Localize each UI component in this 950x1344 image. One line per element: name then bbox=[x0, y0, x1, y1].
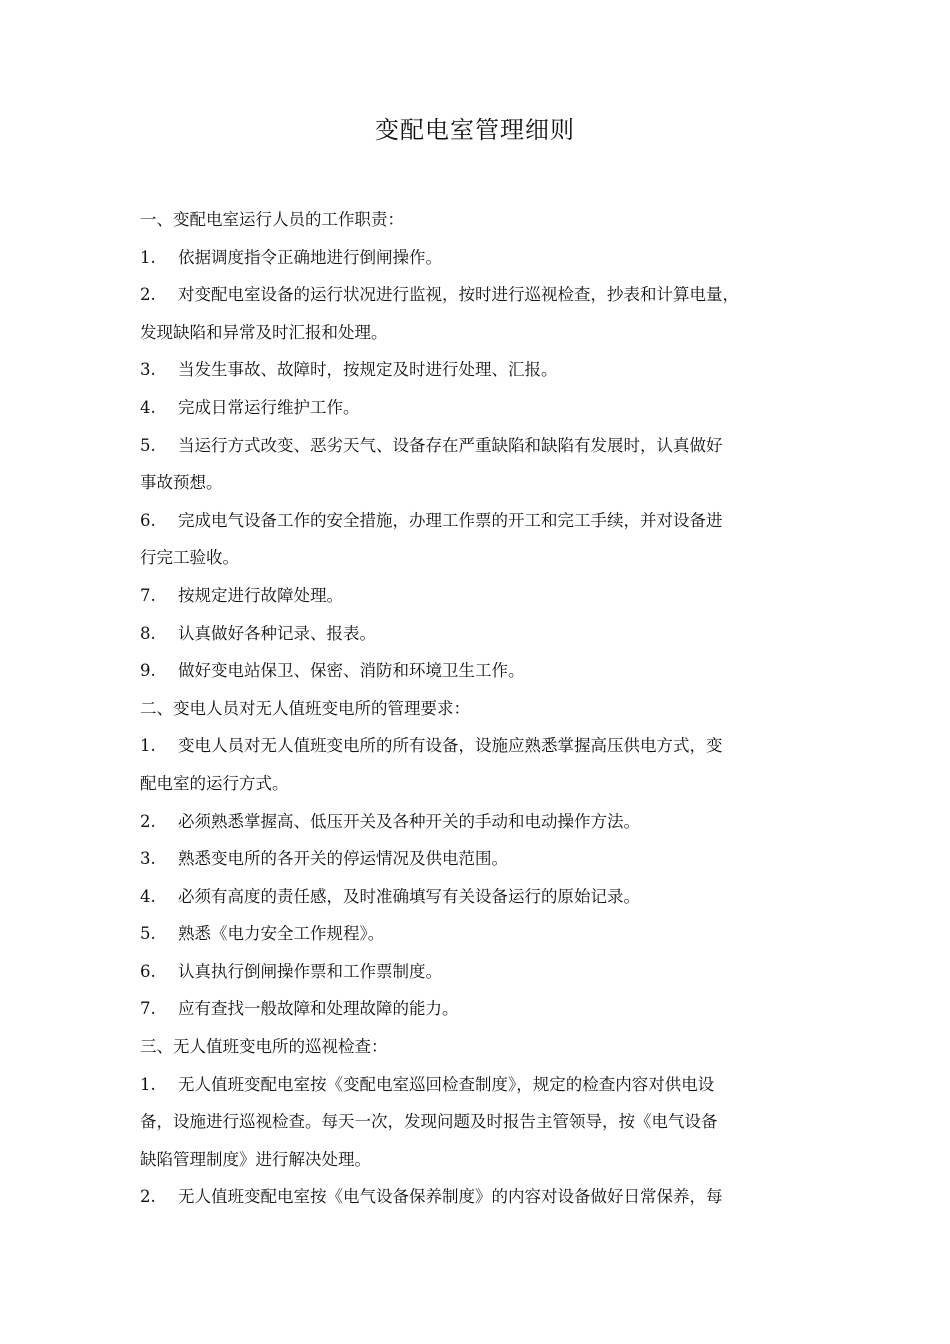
list-item-line bbox=[140, 990, 815, 1028]
list-item-line bbox=[140, 1141, 815, 1179]
list-item-line bbox=[140, 1178, 815, 1216]
list-item-line bbox=[140, 727, 815, 765]
list-item-number: 2. bbox=[140, 1187, 156, 1207]
list-item-number: 4. bbox=[140, 397, 156, 417]
list-item-line bbox=[140, 389, 815, 427]
list-item-number: 5. bbox=[140, 924, 156, 944]
list-item-line bbox=[140, 427, 815, 465]
list-item-text: 熟悉变电所的各开关的停运情况及供电范围。 bbox=[178, 849, 508, 869]
list-item-line bbox=[140, 1066, 815, 1104]
list-item-line bbox=[140, 276, 815, 314]
list-item-text: 当运行方式改变、恶劣天气、设备存在严重缺陷和缺陷有发展时，认真做好 bbox=[178, 435, 723, 455]
list-item-text: 应有查找一般故障和处理故障的能力。 bbox=[178, 999, 459, 1019]
list-item-number: 6. bbox=[140, 961, 156, 981]
list-item-number: 6. bbox=[140, 510, 156, 530]
list-item-text: 必须熟悉掌握高、低压开关及各种开关的手动和电动操作方法。 bbox=[178, 811, 640, 831]
list-item-number: 1. bbox=[140, 1074, 156, 1094]
list-item-text: 缺陷管理制度》进行解决处理。 bbox=[140, 1149, 371, 1169]
list-item-line bbox=[140, 615, 815, 653]
list-item-text: 行完工验收。 bbox=[140, 548, 239, 568]
list-item-number: 3. bbox=[140, 360, 156, 380]
list-item-line bbox=[140, 539, 815, 577]
list-item-number: 7. bbox=[140, 999, 156, 1019]
list-item-text: 无人值班变配电室按《电气设备保养制度》的内容对设备做好日常保养，每 bbox=[178, 1187, 723, 1207]
list-item-text: 完成日常运行维护工作。 bbox=[178, 397, 360, 417]
list-item-text: 必须有高度的责任感，及时准确填写有关设备运行的原始记录。 bbox=[178, 886, 640, 906]
list-item-line bbox=[140, 577, 815, 615]
list-item-line bbox=[140, 840, 815, 878]
list-item-line bbox=[140, 915, 815, 953]
list-item-number: 8. bbox=[140, 623, 156, 643]
list-item-text: 事故预想。 bbox=[140, 473, 223, 493]
document-body bbox=[140, 201, 815, 1216]
list-item-line bbox=[140, 652, 815, 690]
list-item-line bbox=[140, 953, 815, 991]
list-item-text: 发现缺陷和异常及时汇报和处理。 bbox=[140, 322, 388, 342]
list-item-number: 2. bbox=[140, 285, 156, 305]
list-item-text: 完成电气设备工作的安全措施，办理工作票的开工和完工手续，并对设备进 bbox=[178, 510, 723, 530]
list-item-line bbox=[140, 351, 815, 389]
list-item-number: 2. bbox=[140, 811, 156, 831]
list-item-number: 5. bbox=[140, 435, 156, 455]
list-item-text: 认真做好各种记录、报表。 bbox=[178, 623, 376, 643]
section-heading: 二、变电人员对无人值班变电所的管理要求： bbox=[140, 698, 470, 718]
list-item-text: 熟悉《电力安全工作规程》。 bbox=[178, 924, 385, 944]
list-item-line bbox=[140, 878, 815, 916]
section-heading: 三、无人值班变电所的巡视检查： bbox=[140, 1037, 388, 1057]
list-item-line bbox=[140, 314, 815, 352]
list-item-line bbox=[140, 239, 815, 277]
list-item-text: 配电室的运行方式。 bbox=[140, 773, 289, 793]
list-item-line bbox=[140, 502, 815, 540]
list-item-line bbox=[140, 1103, 815, 1141]
list-item-text: 按规定进行故障处理。 bbox=[178, 585, 343, 605]
list-item-text: 备，设施进行巡视检查。每天一次，发现问题及时报告主管领导，按《电气设备 bbox=[140, 1112, 718, 1132]
list-item-text: 认真执行倒闸操作票和工作票制度。 bbox=[178, 961, 442, 981]
list-item-line bbox=[140, 765, 815, 803]
list-item-number: 7. bbox=[140, 585, 156, 605]
section-heading: 一、变配电室运行人员的工作职责： bbox=[140, 210, 404, 229]
list-item-number: 9. bbox=[140, 661, 156, 681]
list-item-text: 做好变电站保卫、保密、消防和环境卫生工作。 bbox=[178, 661, 525, 681]
list-item-number: 4. bbox=[140, 886, 156, 906]
list-item-number: 1. bbox=[140, 736, 156, 756]
document-title: 变配电室管理细则 bbox=[375, 116, 575, 144]
list-item-number: 1. bbox=[140, 247, 156, 267]
list-item-line bbox=[140, 464, 815, 502]
list-item-text: 对变配电室设备的运行状况进行监视，按时进行巡视检查，抄表和计算电量， bbox=[178, 285, 739, 305]
list-item-text: 依据调度指令正确地进行倒闸操作。 bbox=[178, 247, 442, 267]
list-item-number: 3. bbox=[140, 849, 156, 869]
list-item-text: 当发生事故、故障时，按规定及时进行处理、汇报。 bbox=[178, 360, 558, 380]
list-item-line bbox=[140, 803, 815, 841]
list-item-text: 无人值班变配电室按《变配电室巡回检查制度》，规定的检查内容对供电设 bbox=[178, 1074, 715, 1094]
list-item-text: 变电人员对无人值班变电所的所有设备，设施应熟悉掌握高压供电方式，变 bbox=[178, 736, 723, 756]
